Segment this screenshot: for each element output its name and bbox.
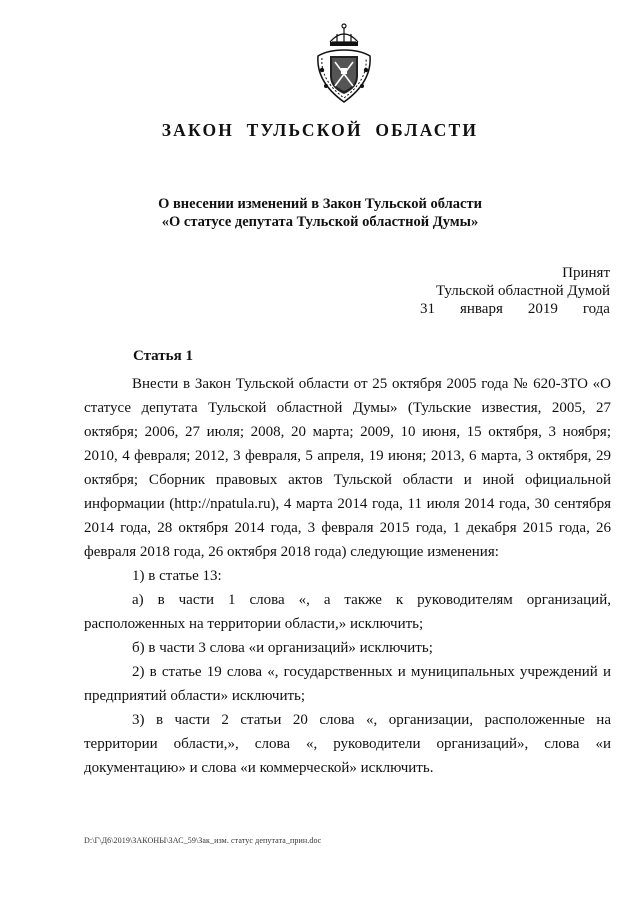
law-subject bbox=[0, 195, 640, 231]
adoption-date-suffix: года bbox=[582, 301, 610, 317]
paragraph: а) в части 1 слова «, а также к руководителям организаций, расположенных на территории области,» исключить; bbox=[84, 592, 611, 632]
article-heading: Статья 1 bbox=[133, 348, 193, 364]
adoption-date-year: 2019 bbox=[527, 301, 558, 317]
subject-line-1: О внесении изменений в Закон Тульской области bbox=[158, 196, 482, 212]
tula-coat-of-arms-icon bbox=[310, 22, 378, 106]
paragraph: Внести в Закон Тульской области от 25 октября 2005 года № 620-ЗТО «О статусе депутата Тульской областной Думы» (Тульские известия, 2005, 27 октября; 2006, 27 июля; 2008, 20 марта; 2009, 10 июня, 15 октября, 3 ноября; 2010, 4 февраля; 2012, 3 февраля, 5 апреля, 19 июня; 2013, 6 марта, 3 октября, 29 октября; Сборник правовых актов Тульской области и иной официальной информации (http://npatula.ru), 4 марта 2014 года, 11 июля 2014 года, 30 сентября 2014 года, 28 октября 2014 года, 3 февраля 2015 года, 1 декабря 2015 года, 26 февраля 2018 года, 26 октября 2018 года) следующие изменения: bbox=[84, 376, 611, 560]
paragraph: 2) в статье 19 слова «, государственных и муниципальных учреждений и предприятий области» исключить; bbox=[84, 664, 611, 704]
adoption-block bbox=[420, 264, 610, 318]
adoption-date-day: 31 bbox=[420, 301, 435, 317]
subject-line-2: «О статусе депутата Тульской областной Думы» bbox=[161, 214, 479, 230]
adoption-date-month: января bbox=[459, 301, 503, 317]
adoption-date bbox=[420, 300, 610, 318]
paragraph: б) в части 3 слова «и организаций» исключить; bbox=[132, 640, 433, 656]
adoption-line-accepted: Принят bbox=[562, 265, 610, 281]
file-path-footer: D:\Г\Д6\2019\ЗАКОНЫ\ЗАС_59\Зак_изм. статус депутата_прин.doc bbox=[84, 836, 322, 845]
law-title: ЗАКОН ТУЛЬСКОЙ ОБЛАСТИ bbox=[161, 120, 479, 140]
paragraph: 3) в части 2 статьи 20 слова «, организации, расположенные на территории области,», слова «, руководители организаций», слова «и документацию» и слова «и коммерческой» исключить. bbox=[84, 712, 611, 776]
article-body bbox=[84, 372, 611, 780]
adoption-line-body: Тульской областной Думой bbox=[435, 283, 610, 299]
paragraph: 1) в статье 13: bbox=[132, 568, 222, 584]
